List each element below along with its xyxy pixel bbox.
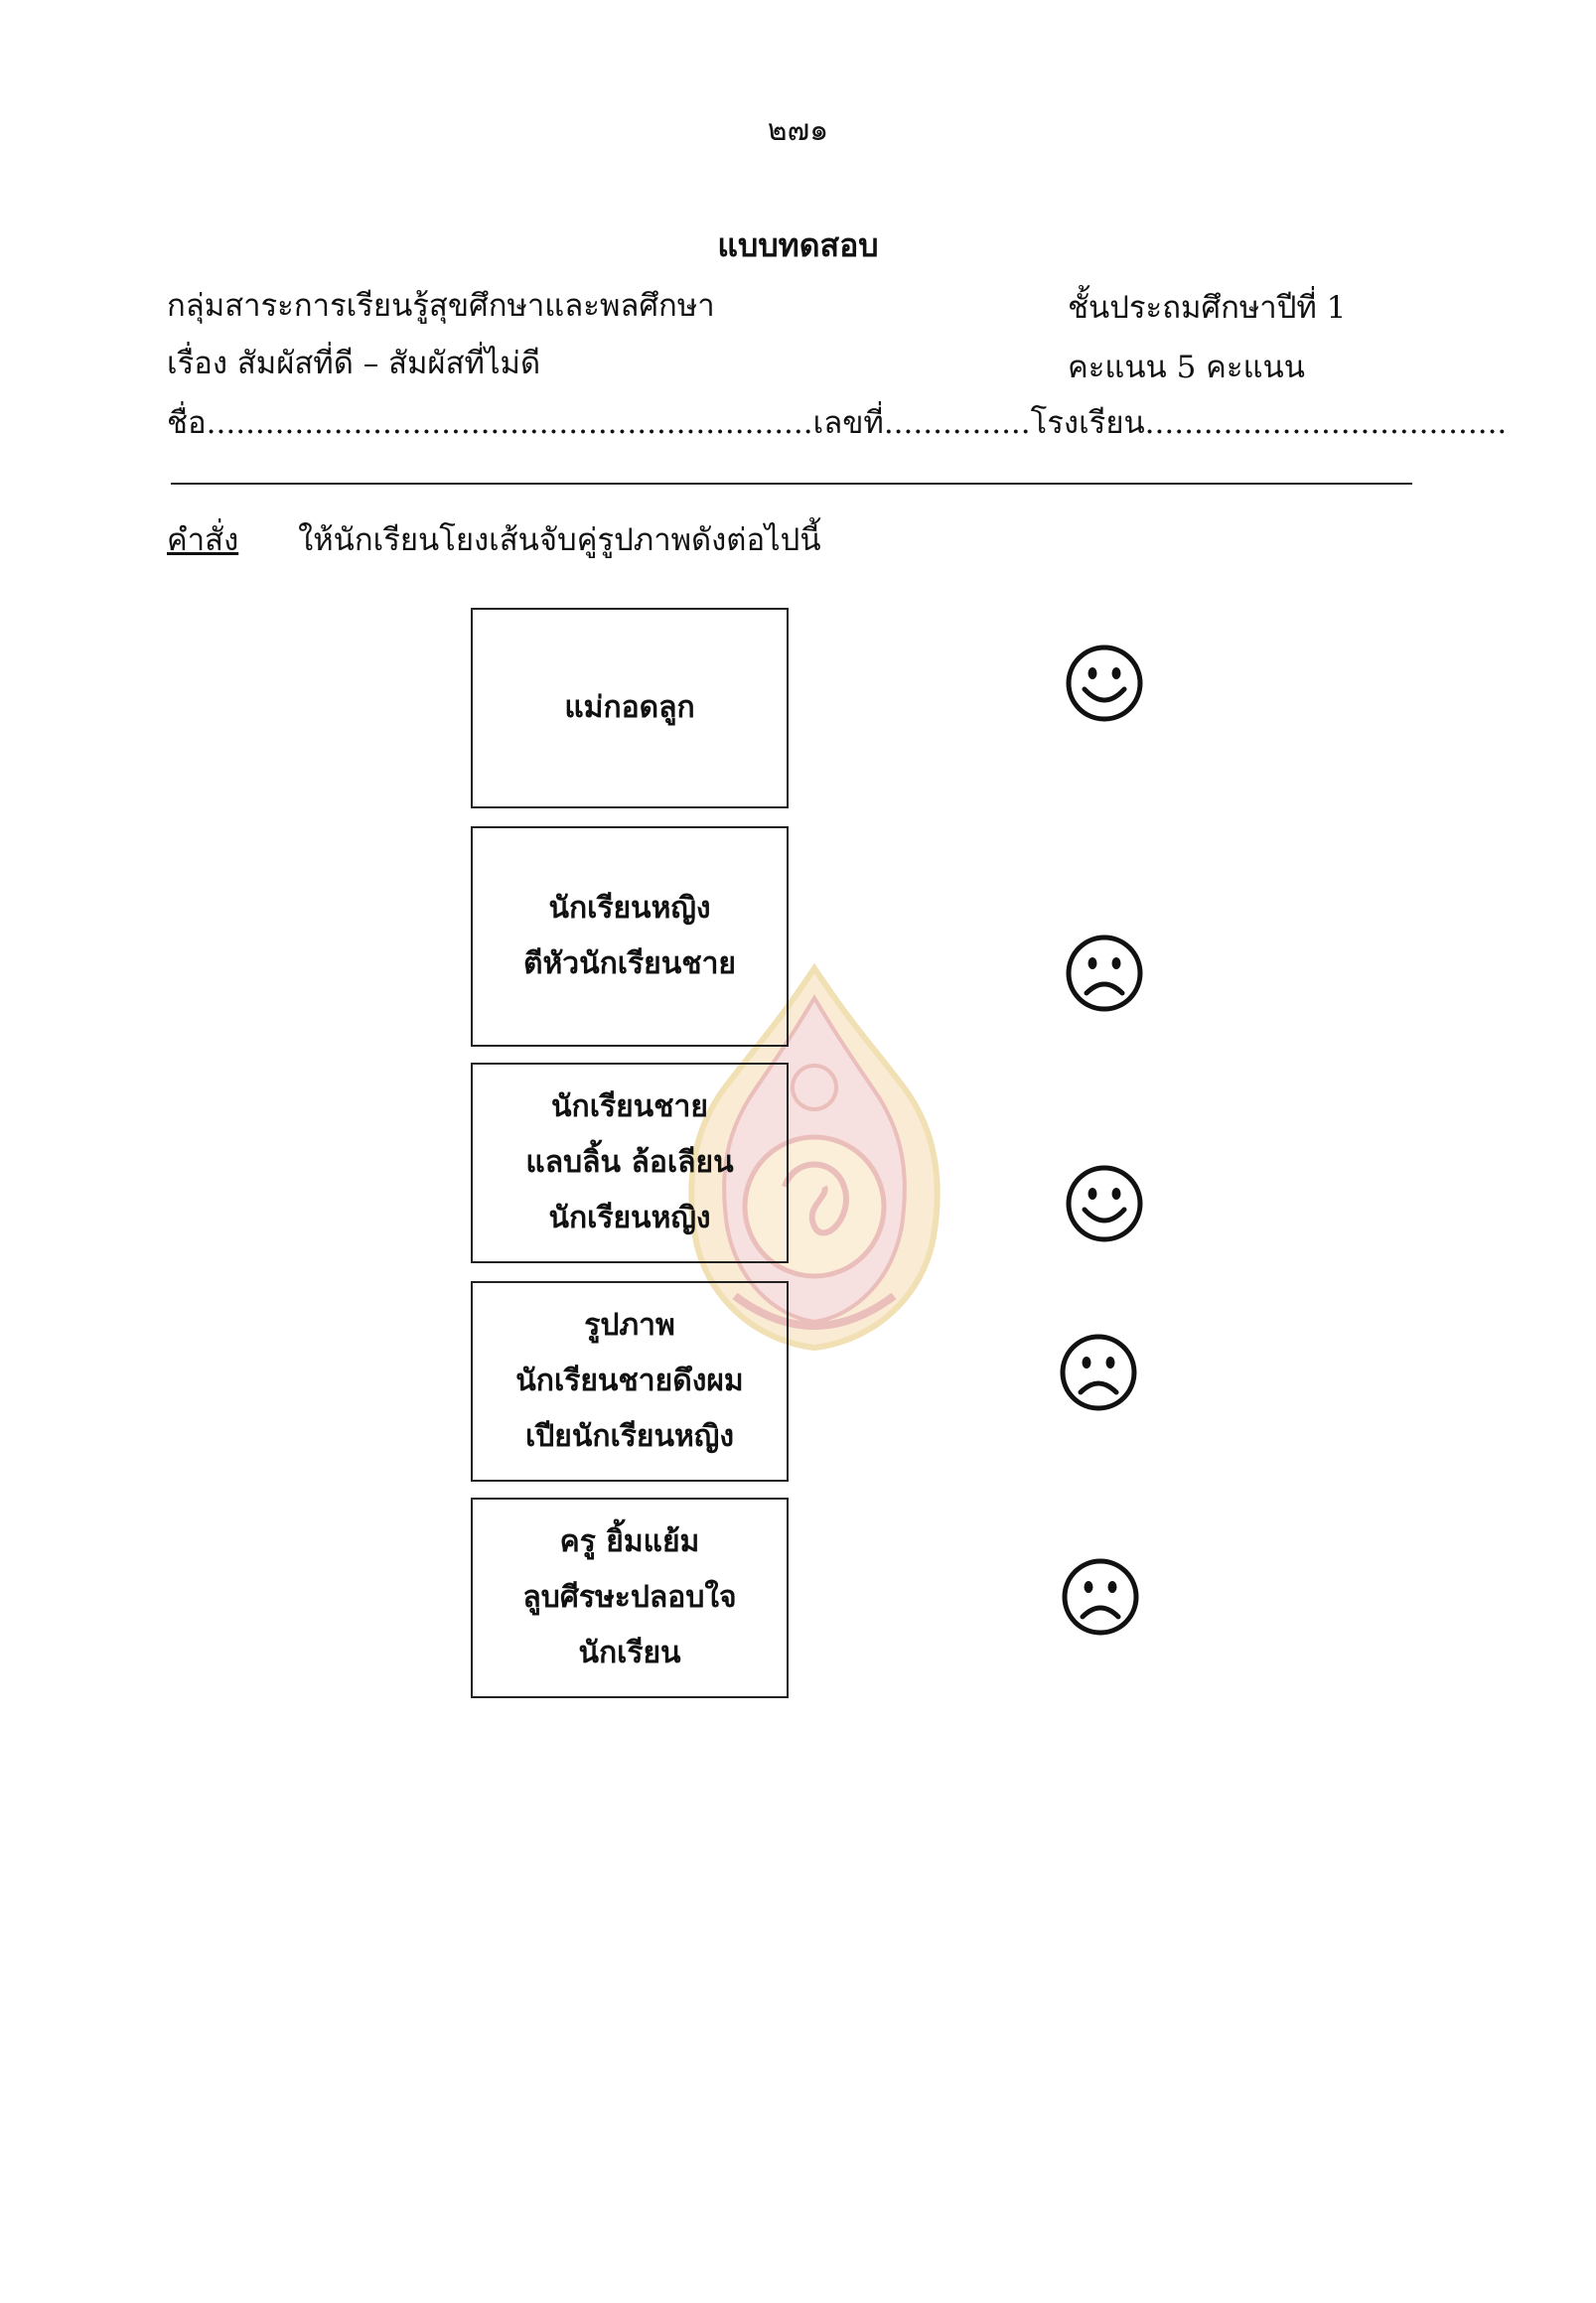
instruction bbox=[167, 514, 821, 564]
subject-line: กลุ่มสาระการเรียนรู้สุขศึกษาและพลศึกษา bbox=[167, 288, 715, 324]
frowny-face-icon bbox=[1061, 1557, 1140, 1637]
page-title: แบบทดสอบ bbox=[717, 226, 879, 264]
page-number: ๒๗๑ bbox=[767, 113, 829, 148]
match-item-text: ลูบศีรษะปลอบใจ bbox=[522, 1580, 737, 1615]
match-item-text: นักเรียนชาย bbox=[551, 1089, 708, 1124]
match-item-text: นักเรียน bbox=[578, 1636, 681, 1670]
match-item-box bbox=[471, 608, 789, 808]
smiley-face-icon bbox=[1065, 1164, 1144, 1243]
match-item-text: ตีหัวนักเรียนชาย bbox=[522, 946, 736, 981]
match-item-text: รูปภาพ bbox=[584, 1308, 675, 1343]
match-item-text: ครู ยิ้มแย้ม bbox=[559, 1524, 700, 1559]
match-item-box bbox=[471, 1498, 789, 1698]
match-item-text: นักเรียนหญิง bbox=[548, 891, 711, 926]
grade-line: ชั้นประถมศึกษาปีที่ 1 bbox=[1068, 290, 1347, 326]
match-item-text: แม่กอดลูก bbox=[564, 690, 695, 725]
header-divider bbox=[171, 483, 1412, 485]
frowny-face-icon bbox=[1059, 1333, 1138, 1412]
instruction-label: คำสั่ง bbox=[167, 522, 239, 558]
score-line: คะแนน 5 คะแนน bbox=[1068, 350, 1305, 385]
frowny-face-icon bbox=[1065, 934, 1144, 1013]
match-item-text: นักเรียนหญิง bbox=[548, 1201, 711, 1235]
smiley-face-icon bbox=[1065, 644, 1144, 723]
match-item-box bbox=[471, 1281, 789, 1482]
match-item-text: นักเรียนชายดึงผม bbox=[515, 1364, 744, 1398]
student-info-line: ชื่อ..............................................................เลขที่...............โรงเรียน..................................... bbox=[167, 405, 1508, 441]
topic-line: เรื่อง สัมผัสที่ดี – สัมผัสที่ไม่ดี bbox=[167, 346, 541, 381]
match-item-box bbox=[471, 826, 789, 1047]
match-item-text: เปียนักเรียนหญิง bbox=[525, 1419, 734, 1454]
instruction-text: ให้นักเรียนโยงเส้นจับคู่รูปภาพดังต่อไปนี้ bbox=[298, 522, 821, 558]
match-item-box bbox=[471, 1063, 789, 1263]
match-item-text: แลบลิ้น ล้อเลียน bbox=[525, 1145, 734, 1180]
